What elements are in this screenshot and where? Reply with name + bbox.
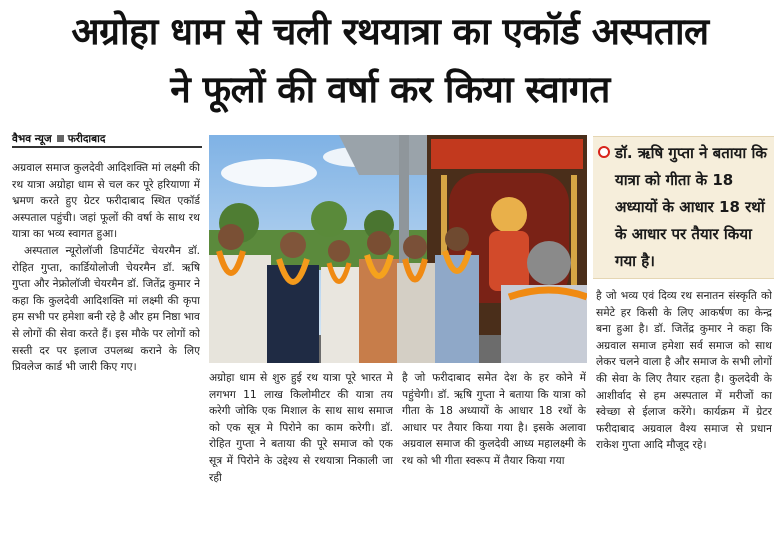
byline — [12, 132, 202, 148]
byline-source: वैभव न्यूज — [12, 133, 52, 145]
article-column-1 — [12, 160, 200, 550]
byline-place: फरीदाबाद — [67, 133, 106, 145]
article-column-2: अग्रोहा धाम से शुरु हुई रथ यात्रा पूरे भारत मे लगभग 11 लाख किलोमीटर की यात्रा तय करेगी जोकि एक मिशाल के साथ साथ समाज को एक सूत्र मे पिरोने का काम करेगी। डॉ. रोहित गुप्ता ने बताया की पूरे समाज को एक सूत्र में पिरोने के उद्देश्य से रथयात्रा निकाली जा रही — [209, 371, 393, 484]
headline-line-2: ने फूलों की वर्षा कर किया स्वागत — [170, 68, 610, 111]
byline-separator-icon — [57, 135, 64, 142]
article-column-3: है जो फरीदाबाद समेत देश के हर कोने में पहुंचेगी। डॉ. ऋषि गुप्ता ने बताया कि यात्रा को गीता के 18 अध्यायों के आधार 18 रथों के आधार पर तैयार किया गया है। इसके अलावा अग्रवाल समाज की कुलदेवी आध्य महालक्ष्मी के रथ को भी गीता स्वरूप में तैयार किया गया — [402, 371, 586, 467]
news-photo — [209, 135, 587, 363]
column-1-paragraph-2: अस्पताल न्यूरोलॉजी डिपार्टमेंट चेयरमैन डॉ. रोहित गुप्ता, कार्डियोलोजी चेयरमैन डॉ. ऋषि गुप्ता और नेफ्रोलॉजी चेयरमैन डॉ. जितेंद्र कुमार ने कहा कि कुलदेवी आदिशक्ति मां लक्ष्मी की कृपा हम सभी पर हमेशा बनी रहे है और हम निष्ठा भाव से लोगों की सेवा करते हैं। इस मौके पर लोगों को सस्ती दर पर इलाज उपलब्ध कराने के लिए प्रिवलेज कार्ड भी जारी किए गए। — [12, 243, 200, 374]
headline — [0, 4, 780, 118]
column-1-paragraph-1: अग्रवाल समाज कुलदेवी आदिशक्ति मां लक्ष्मी की रथ यात्रा अग्रोहा धाम से चल कर पूरे हरियाणा में भ्रमण करते हुए ग्रेटर फरीदाबाद स्थित एकॉर्ड अस्पताल पहुंची। जहां फूलों की वर्षा के साथ रथ यात्रा का भव्य स्वागत हुआ। — [12, 161, 200, 241]
headline-line-1: अग्रोहा धाम से चली रथयात्रा का एकॉर्ड अस्पताल — [71, 10, 709, 53]
article-column-4: है जो भव्य एवं दिव्य रथ सनातन संस्कृति को समेटे हर किसी के लिए आकर्षण का केन्द्र बना हुआ है। डॉ. जितेंद्र कुमार ने कहा कि अग्रवाल समाज हमेशा सर्व समाज को साथ लेकर चलने वाला है और समाज के सभी लोगों की सेवा के लिए तैयार रहता है। कुलदेवी के आशीर्वाद से हम अस्पताल में मरीजों का स्वेच्छा से ईलाज करेंगे। कार्यक्रम में ग्रेटर फरीदाबाद अग्रवाल वैश्य समाज से प्रधान राकेश गुप्ता आदि मौजूद रहे। — [596, 289, 772, 452]
red-circle-bullet-icon — [598, 146, 610, 158]
pull-quote-text: डॉ. ऋषि गुप्ता ने बताया कि यात्रा को गीता के 18 अध्यायों के आधार 18 रथों के आधार पर तैयार किया गया है। — [615, 144, 767, 270]
pull-quote — [593, 136, 774, 279]
